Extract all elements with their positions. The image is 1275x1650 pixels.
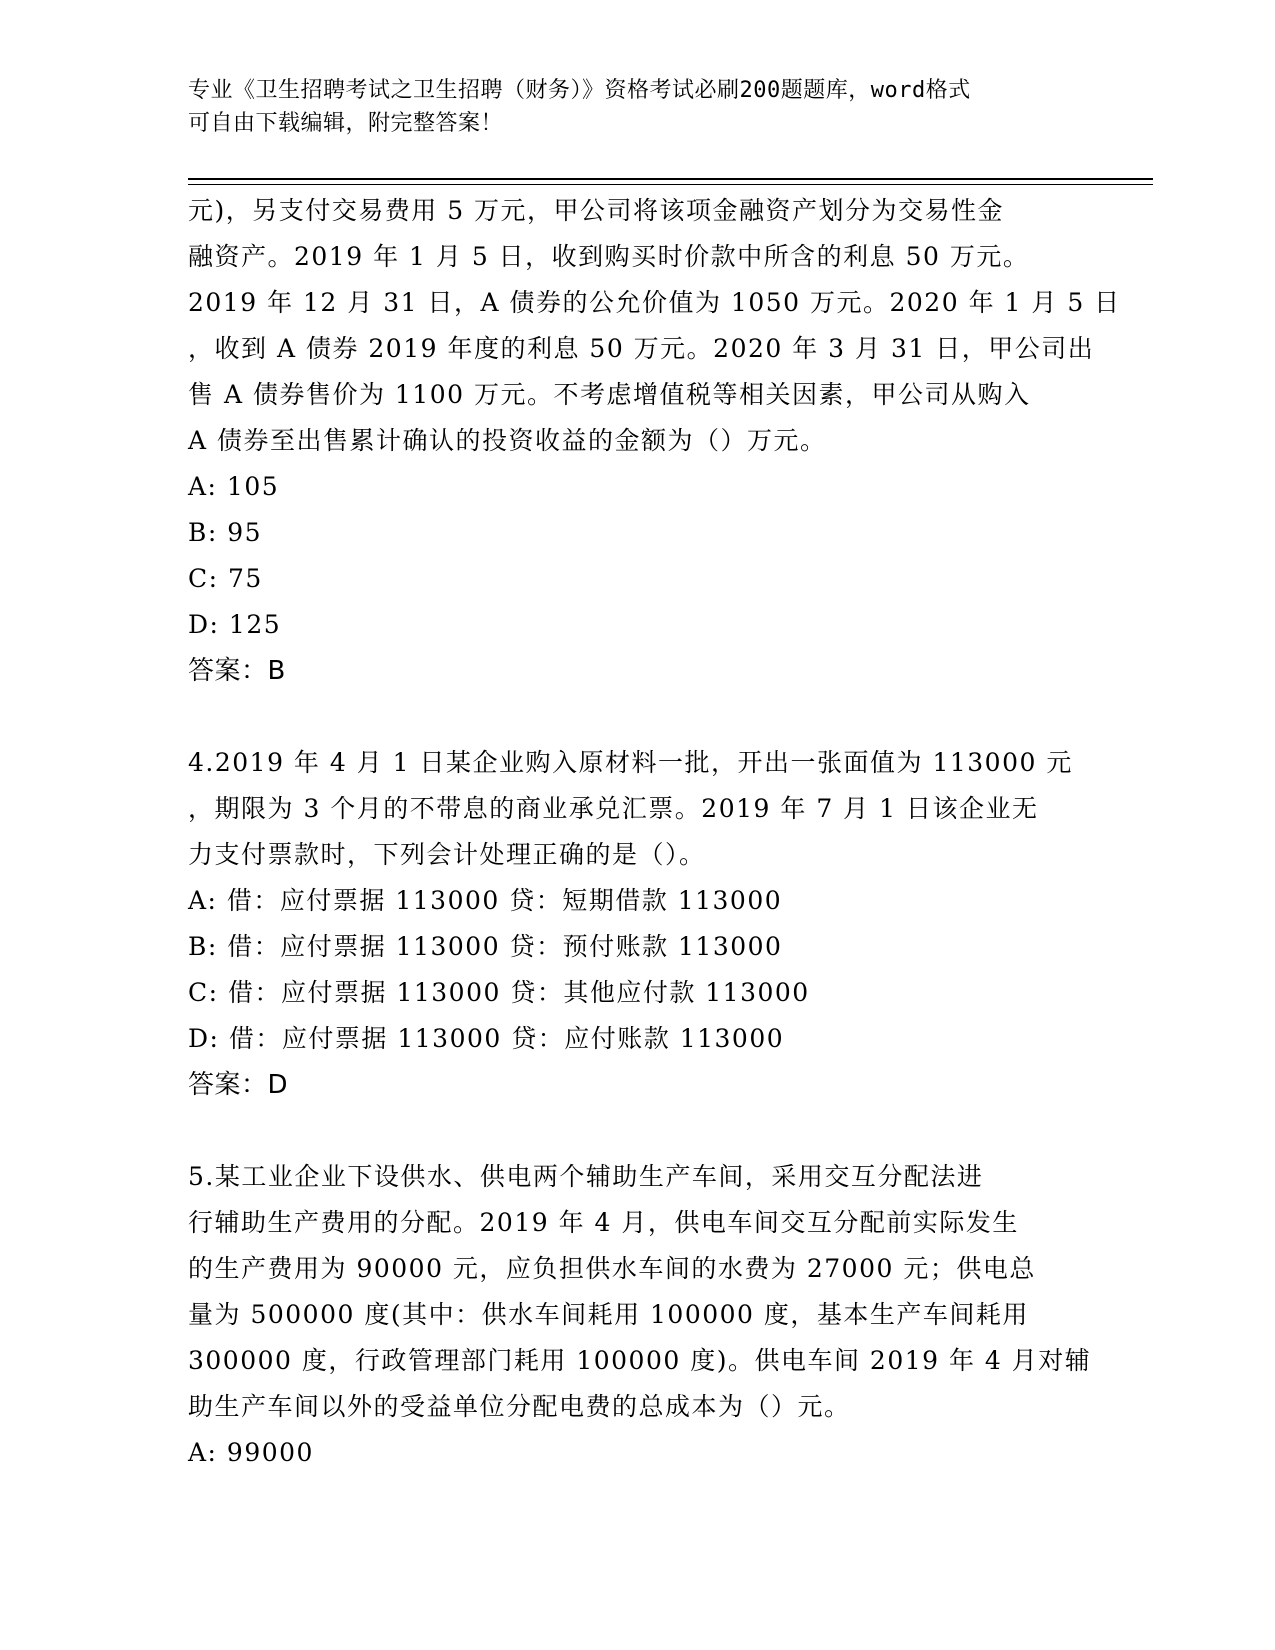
question-4-option-c: C: 借：应付票据 113000 贷：其他应付款 113000	[188, 978, 810, 1007]
question-5-text-line: 5.某工业企业下设供水、供电两个辅助生产车间，采用交互分配法进	[188, 1162, 984, 1191]
question-3-text-line: 融资产。2019 年 1 月 5 日，收到购买时价款中所含的利息 50 万元。	[188, 242, 1030, 271]
header-rule-thick	[188, 178, 1153, 180]
spacer	[188, 694, 1088, 740]
question-3-text-line: ，收到 A 债券 2019 年度的利息 50 万元。2020 年 3 月 31 日，甲公司出	[188, 334, 1095, 363]
question-4-option-a: A: 借：应付票据 113000 贷：短期借款 113000	[188, 886, 783, 915]
question-5-text-line: 300000 度，行政管理部门耗用 100000 度)。供电车间 2019 年 4 月对辅	[188, 1346, 1092, 1375]
question-5-text-line: 助生产车间以外的受益单位分配电费的总成本为（）元。	[188, 1392, 851, 1421]
question-4-option-d: D: 借：应付票据 113000 贷：应付账款 113000	[188, 1024, 785, 1053]
question-3-text-line: A 债券至出售累计确认的投资收益的金额为（）万元。	[188, 426, 827, 455]
question-4-text-line: 力支付票款时，下列会计处理正确的是（）。	[188, 840, 706, 869]
question-3-text-line: 2019 年 12 月 31 日，A 债券的公允价值为 1050 万元。2020 年 1 月 5 日	[188, 288, 1121, 317]
question-5	[188, 1154, 1092, 1476]
question-3	[188, 188, 1121, 694]
question-5-text-line: 量为 500000 度(其中：供水车间耗用 100000 度，基本生产车间耗用	[188, 1300, 1029, 1329]
question-4-text-line: ，期限为 3 个月的不带息的商业承兑汇票。2019 年 7 月 1 日该企业无	[188, 794, 1039, 823]
header-title-line-2: 可自由下载编辑，附完整答案！	[188, 111, 504, 136]
question-4-answer: 答案：D	[188, 1070, 289, 1100]
question-4	[188, 740, 1088, 1108]
question-3-option-c: C: 75	[188, 564, 263, 593]
question-5-text-line: 的生产费用为 90000 元，应负担供水车间的水费为 27000 元；供电总	[188, 1254, 1036, 1283]
header-title-line-1: 专业《卫生招聘考试之卫生招聘（财务）》资格考试必刷200题题库，word格式	[188, 78, 971, 103]
spacer	[188, 1108, 1088, 1154]
question-3-text-line: 元)，另支付交易费用 5 万元，甲公司将该项金融资产划分为交易性金	[188, 196, 1005, 225]
question-3-option-a: A: 105	[188, 472, 280, 501]
question-3-answer: 答案：B	[188, 656, 286, 686]
question-3-text-line: 售 A 债券售价为 1100 万元。不考虑增值税等相关因素，甲公司从购入	[188, 380, 1031, 409]
page-header	[188, 74, 1088, 140]
question-3-option-d: D: 125	[188, 610, 282, 639]
question-5-option-a: A: 99000	[188, 1438, 314, 1467]
document-body	[188, 188, 1121, 1476]
question-4-option-b: B: 借：应付票据 113000 贷：预付账款 113000	[188, 932, 783, 961]
header-rule-thin	[188, 184, 1153, 185]
question-3-option-b: B: 95	[188, 518, 263, 547]
question-5-text-line: 行辅助生产费用的分配。2019 年 4 月，供电车间交互分配前实际发生	[188, 1208, 1019, 1237]
question-4-text-line: 4.2019 年 4 月 1 日某企业购入原材料一批，开出一张面值为 113000 元	[188, 748, 1073, 777]
